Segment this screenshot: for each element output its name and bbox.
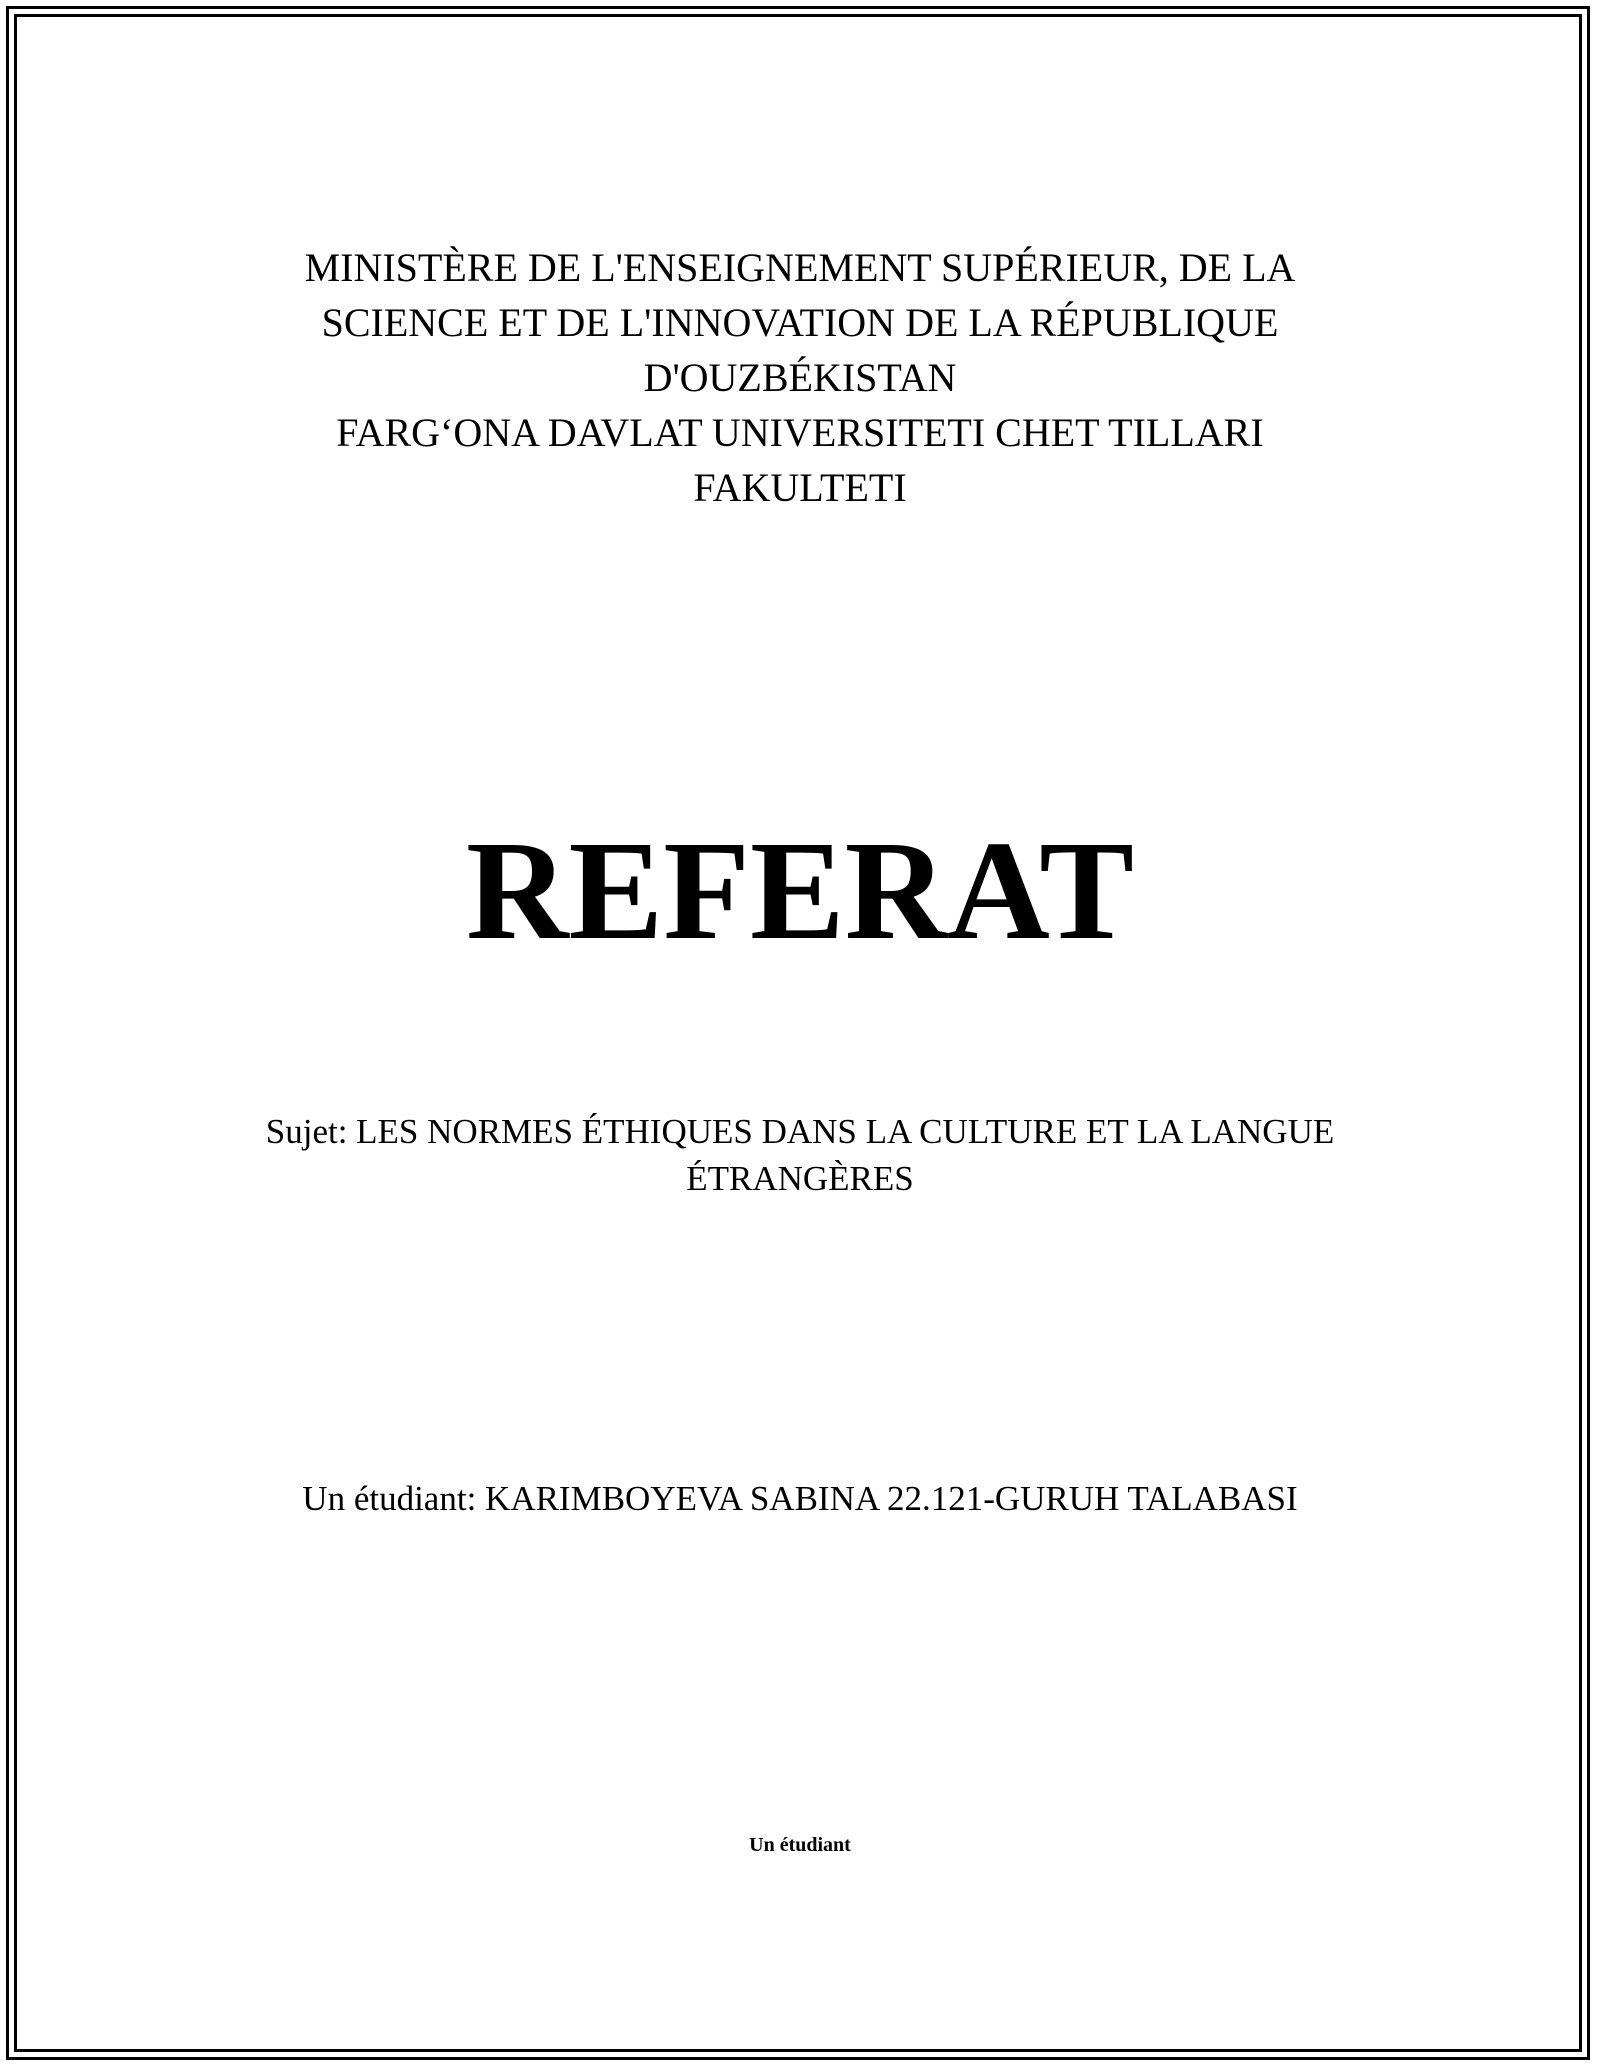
header-line-5: FAKULTETI — [693, 465, 907, 510]
subject-line-2: ÉTRANGÈRES — [686, 1159, 914, 1198]
footer-label: Un étudiant — [749, 1834, 851, 1856]
subject-line-1: Sujet: LES NORMES ÉTHIQUES DANS LA CULTURE ET LA LANGUE — [265, 1112, 1335, 1151]
header-line-4: FARG‘ONA DAVLAT UNIVERSITETI CHET TILLARI — [336, 410, 1264, 455]
student-line: Un étudiant: KARIMBOYEVA SABINA 22.121-GURUH TALABASI — [302, 1479, 1298, 1518]
header-line-3: D'OUZBÉKISTAN — [643, 355, 957, 400]
institution-header — [0, 240, 1600, 515]
subject-text — [0, 1108, 1600, 1202]
header-line-2: SCIENCE ET DE L'INNOVATION DE LA RÉPUBLIQUE — [321, 300, 1279, 345]
document-title: REFERAT — [466, 811, 1134, 969]
header-line-1: MINISTÈRE DE L'ENSEIGNEMENT SUPÉRIEUR, DE LA — [304, 245, 1296, 290]
